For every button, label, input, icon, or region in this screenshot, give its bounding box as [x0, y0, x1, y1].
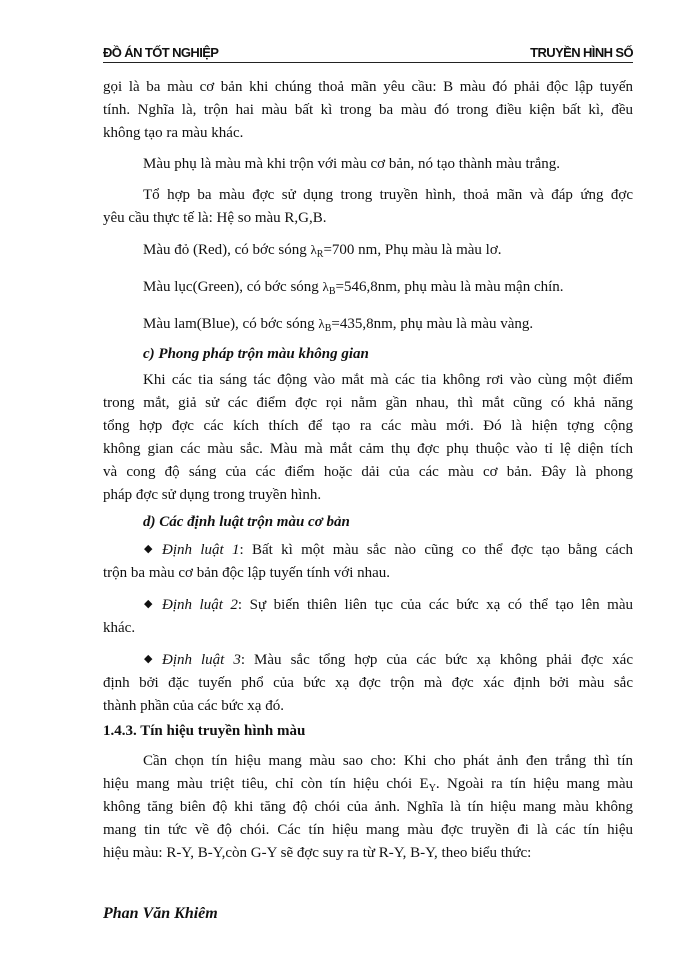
- paragraph-line: pháp đợc sử dụng trong truyền hình.: [103, 487, 322, 503]
- section-heading: 1.4.3. Tín hiệu truyền hình màu: [103, 723, 306, 739]
- paragraph-line: Tổ hợp ba màu đợc sử dụng trong truyền hình, thoả mãn và đáp ứng đợc: [143, 187, 633, 203]
- heading-c: c) Phong pháp trộn màu không gian: [143, 346, 369, 362]
- paragraph-line: tổng hợp đợc các kích thích để tạo ra các màu mới. Đó là hiện tợng cộng: [103, 418, 633, 434]
- paragraph-line: và cong độ sáng của các điểm hoặc dải của các màu cơ bản. Đây là phong: [103, 464, 633, 480]
- bullet-icon: ◆: [144, 653, 153, 665]
- paragraph-line: tính. Nghĩa là, trộn hai màu bất kì trong ba màu đó trong điều kiện bất kì, đều: [103, 102, 633, 118]
- law-2-line: khác.: [103, 620, 136, 636]
- law-3-line: định bởi đặc tuyến phổ của bức xạ đợc trộn mà đợc xác định bởi màu sắc: [103, 675, 633, 691]
- paragraph-line: không gian các màu sắc. Màu mà mắt cảm thụ đợc phụ thuộc vào tỉ lệ diện tích: [103, 441, 633, 457]
- law-1-line: Định luật 1: Bất kì một màu sắc nào cũng co thể đợc tạo bằng cách: [162, 542, 633, 558]
- paragraph-line: không tăng biên độ khi tăng độ chói của ảnh. Nghĩa là tín hiệu mang màu không: [103, 799, 633, 815]
- paragraph-line: gọi là ba màu cơ bản khi chúng thoả mãn yêu cầu: B màu đó phải độc lập tuyến: [103, 79, 633, 95]
- paragraph-line: Màu phụ là màu mà khi trộn với màu cơ bản, nó tạo thành màu trắng.: [143, 156, 561, 172]
- law-3-line: Định luật 3: Màu sắc tổng hợp của các bức xạ không phải đợc xác: [162, 652, 633, 668]
- law-3-line: thành phần của các bức xạ đó.: [103, 698, 284, 714]
- bullet-icon: ◆: [144, 543, 153, 555]
- header-right: TRUYỀN HÌNH SỐ: [530, 45, 633, 60]
- paragraph-line: Khi các tia sáng tác động vào mắt mà các tia không rơi vào cùng một điểm: [143, 372, 633, 388]
- paragraph-line: yêu cầu thực tế là: Hệ so màu R,G,B.: [103, 210, 327, 226]
- footer-author: Phan Văn Khiêm: [103, 905, 218, 922]
- paragraph-line: trong mắt, giả sử các điểm đợc rọi nằm gần nhau, thì mắt cũng có khả năng: [103, 395, 633, 411]
- header-left: ĐỒ ÁN TỐT NGHIỆP: [103, 45, 219, 60]
- law-2-line: Định luật 2: Sự biến thiên liên tục của các bức xạ có thể tạo lên màu: [162, 597, 633, 613]
- bullet-icon: ◆: [144, 598, 153, 610]
- paragraph-line: hiệu màu: R-Y, B-Y,còn G-Y sẽ đợc suy ra từ R-Y, B-Y, theo biểu thức:: [103, 845, 532, 861]
- heading-d: d) Các định luật trộn màu cơ bản: [143, 514, 350, 530]
- paragraph-line: hiệu mang màu triệt tiêu, chỉ còn tín hiệu chói $E_Y$. Ngoài ra tín hiệu mang màu: [103, 776, 633, 794]
- paragraph-line: không tạo ra màu khác.: [103, 125, 244, 141]
- paragraph-line: Cần chọn tín hiệu mang màu sao cho: Khi cho phát ảnh đen trắng thì tín: [143, 753, 633, 769]
- law-1-line: trộn ba màu cơ bản độc lập tuyến tính với nhau.: [103, 565, 391, 581]
- color-line-green: Màu lục(Green), có bớc sóng $\lambda_B=546,8nm$, phụ màu là màu mận chín.: [143, 279, 564, 297]
- color-line-red: Màu đỏ (Red), có bớc sóng $\lambda_R=700$ nm, Phụ màu là màu lơ.: [143, 242, 502, 260]
- color-line-blue: Màu lam(Blue), có bớc sóng $\lambda_B=435,8nm$, phụ màu là màu vàng.: [143, 316, 534, 334]
- paragraph-line: mang tin tức về độ chói. Các tín hiệu mang màu đợc truyền đi là các tín hiệu: [103, 822, 633, 838]
- page-header: [103, 40, 633, 63]
